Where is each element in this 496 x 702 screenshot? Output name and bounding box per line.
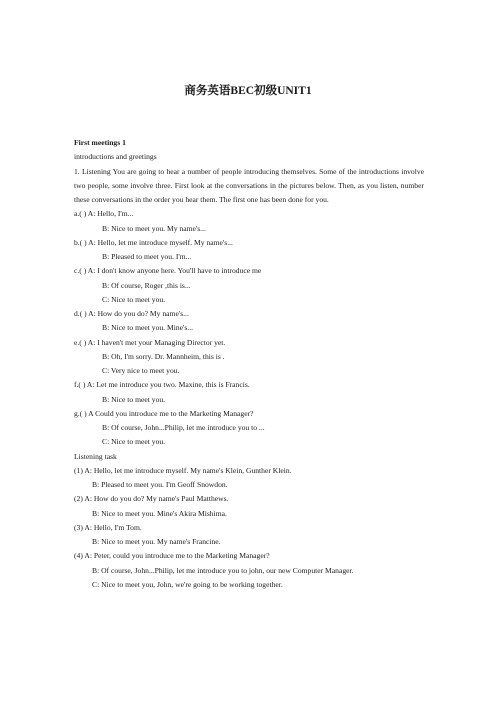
exercise-line: b.( ) A: Hello, let me introduce myself. My name's... — [74, 237, 233, 247]
exercise-line: C: Very nice to meet you. — [102, 366, 180, 375]
exercise-line: f.( ) A: Let me introduce you two. Maxine, this is Francis. — [74, 380, 250, 390]
exercise-line: B: Of course, John...Philip, let me introduce you to ... — [102, 423, 265, 432]
listening-line: B: Of course, John...Philip, let me introduce you to john, our new Computer Manager. — [92, 565, 354, 575]
listening-line: C: Nice to meet you, John, we're going to be working together. — [92, 579, 283, 589]
exercise-line: B: Nice to meet you. — [102, 394, 166, 404]
exercise-line: B: Pleased to meet you. I'm... — [102, 252, 192, 261]
page-title: 商务英语BEC初级UNIT1 — [184, 85, 312, 97]
listening-line: B: Pleased to meet you. I'm Geoff Snowdon. — [92, 480, 228, 489]
listening-line: (3) A: Hello, I'm Tom. — [74, 522, 142, 532]
exercise-line: e.( ) A: I haven't met your Managing Director yet. — [74, 337, 226, 347]
listening-line: (2) A: How do you do? My name's Paul Matthews. — [74, 494, 229, 504]
exercise-line: d.( ) A: How do you do? My name's... — [74, 309, 189, 318]
exercise-line: C: Nice to meet you. — [102, 294, 166, 304]
listening-line: (1) A: Hello, let me introduce myself. My name's Klein, Gunther Klein. — [74, 465, 292, 475]
exercise-line: B: Nice to meet you. My name's... — [102, 223, 206, 233]
exercise-line: B: Nice to meet you. Mine's... — [102, 323, 194, 333]
section-subheading: introductions and greetings — [74, 152, 157, 162]
exercise-list — [74, 207, 424, 449]
listening-task-list — [74, 464, 424, 592]
instructions-paragraph: 1. Listening You are going to hear a number of people introducing themselves. Some of the introductions involve two people, some involve three. First look at the conversations in the pictures below. Then, as you listen, number these conversations in the order you hear them. The first one has been done for you. — [74, 166, 424, 204]
exercise-line: c.( ) A: I don't know anyone here. You'll have to introduce me — [74, 266, 262, 276]
exercise-line: a.( ) A: Hello, I'm... — [74, 209, 134, 219]
exercise-line: g.( ) A Could you introduce me to the Marketing Manager? — [74, 408, 254, 418]
document-body — [74, 136, 424, 592]
listening-line: (4) A: Peter, could you introduce me to the Marketing Manager? — [74, 551, 270, 561]
listening-task-heading: Listening task — [74, 451, 117, 461]
listening-line: B: Nice to meet you. My name's Francine. — [92, 537, 221, 546]
listening-line: B: Nice to meet you. Mine's Akira Mishima. — [92, 508, 227, 518]
section-heading: First meetings 1 — [74, 138, 126, 147]
exercise-line: B: Oh, I'm sorry. Dr. Mannheim, this is . — [102, 351, 225, 361]
exercise-line: C: Nice to meet you. — [102, 437, 166, 447]
exercise-line: B: Of course, Roger ,this is... — [102, 280, 191, 290]
